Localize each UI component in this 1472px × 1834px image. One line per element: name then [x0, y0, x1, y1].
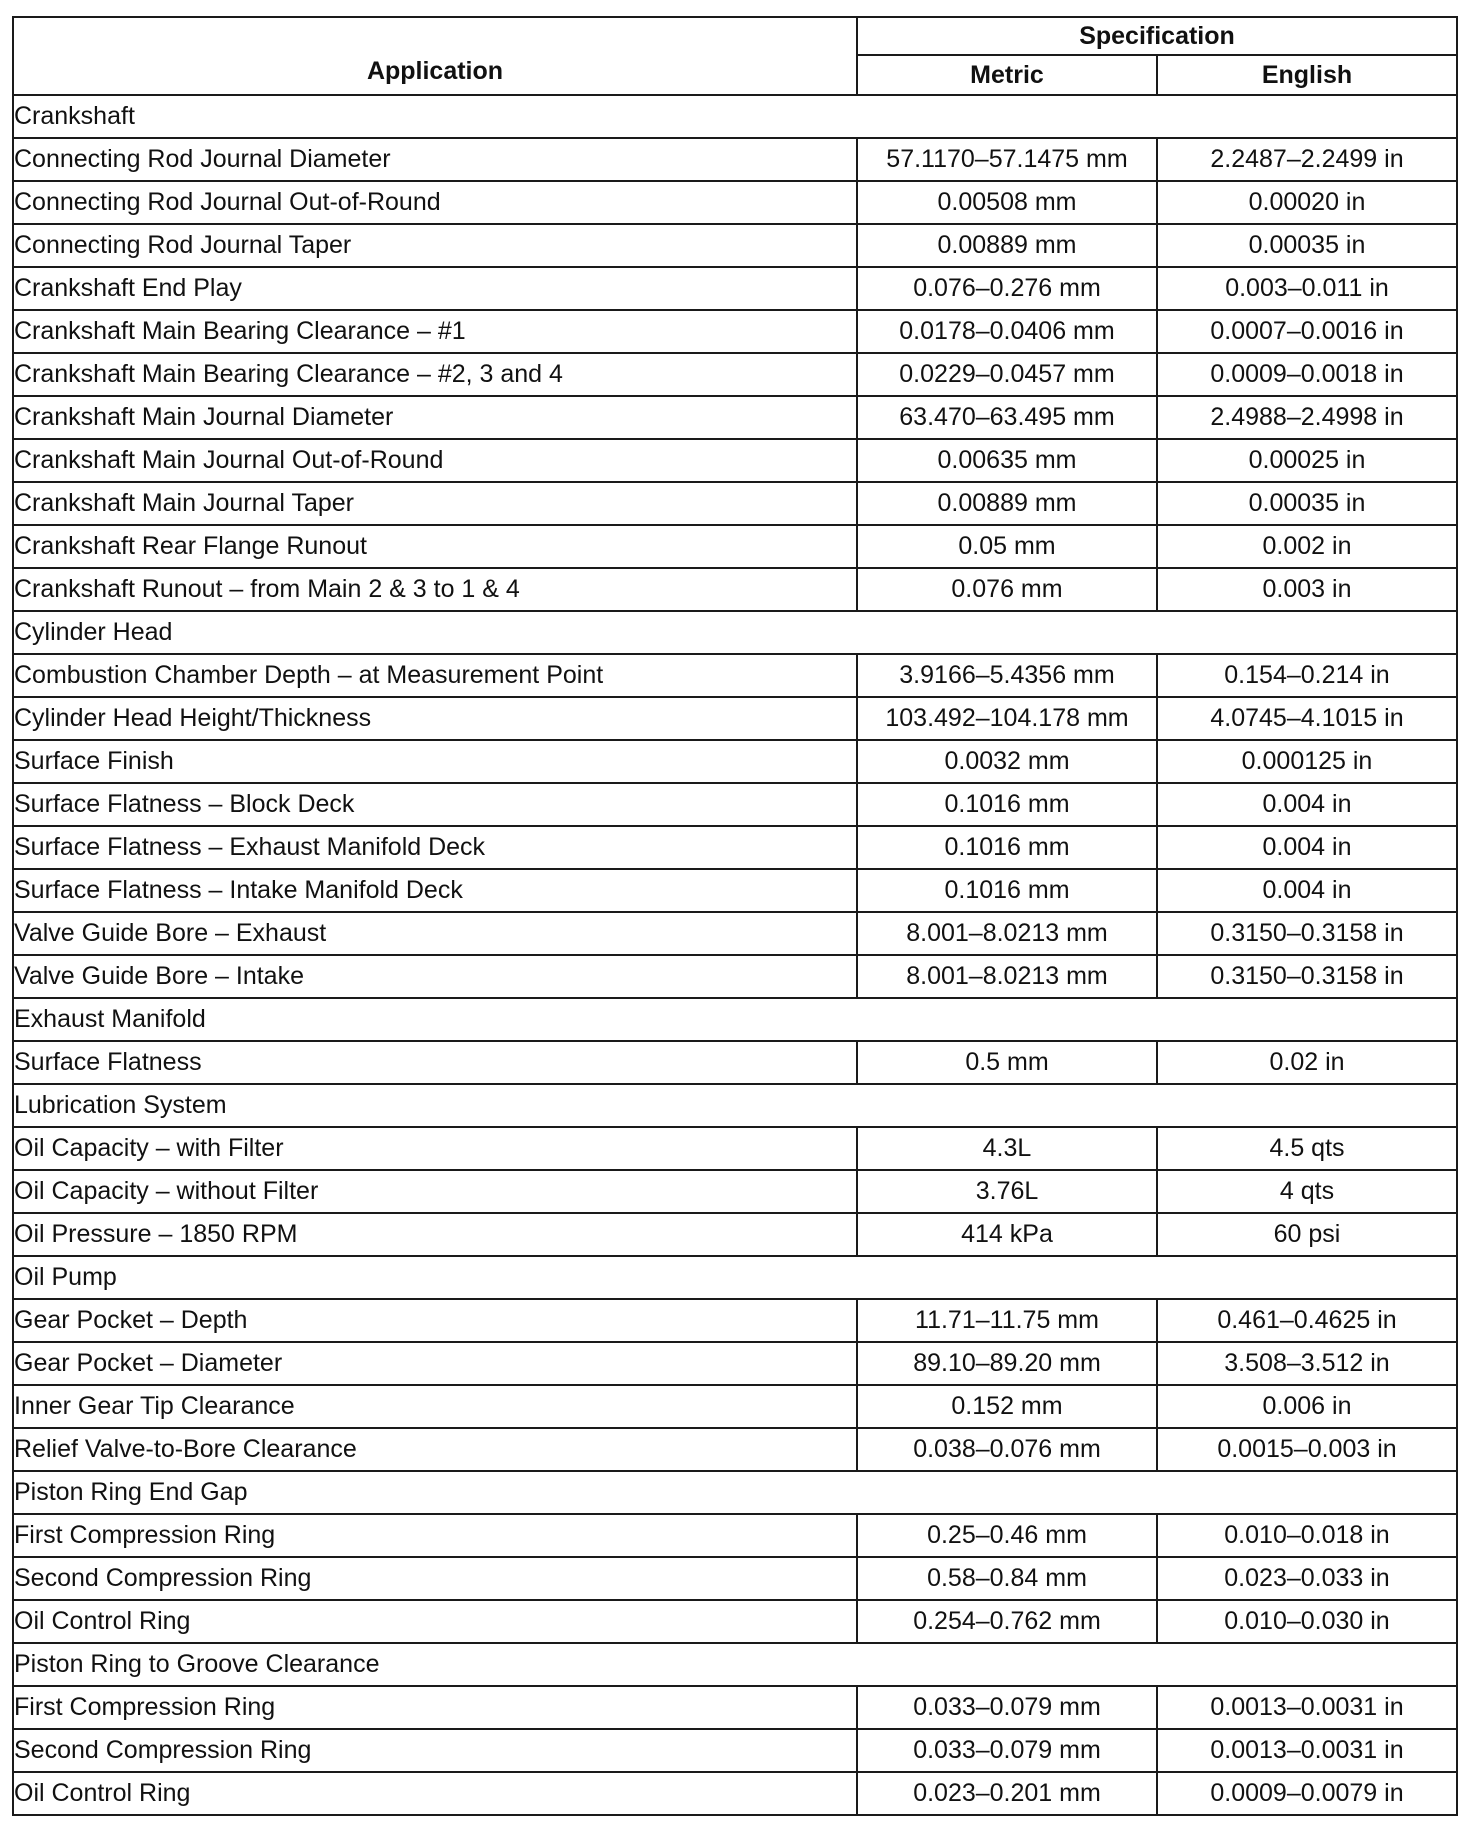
application-cell: Surface Flatness – Block Deck — [13, 783, 857, 826]
section-row — [13, 1471, 1457, 1514]
english-cell: 0.0013–0.0031 in — [1157, 1729, 1457, 1772]
table-row — [13, 1385, 1457, 1428]
application-cell: Valve Guide Bore – Exhaust — [13, 912, 857, 955]
section-title: Piston Ring to Groove Clearance — [13, 1643, 1457, 1686]
application-cell: Connecting Rod Journal Out-of-Round — [13, 181, 857, 224]
section-row — [13, 1084, 1457, 1127]
english-cell: 0.0009–0.0018 in — [1157, 353, 1457, 396]
header-english: English — [1157, 55, 1457, 95]
application-cell: Crankshaft Main Journal Out-of-Round — [13, 439, 857, 482]
table-row — [13, 869, 1457, 912]
table-row — [13, 396, 1457, 439]
metric-cell: 0.58–0.84 mm — [857, 1557, 1157, 1600]
english-cell: 0.00020 in — [1157, 181, 1457, 224]
english-cell: 0.0015–0.003 in — [1157, 1428, 1457, 1471]
table-body — [13, 95, 1457, 1815]
table-row — [13, 482, 1457, 525]
metric-cell: 0.5 mm — [857, 1041, 1157, 1084]
english-cell: 0.010–0.030 in — [1157, 1600, 1457, 1643]
english-cell: 4.5 qts — [1157, 1127, 1457, 1170]
application-cell: Oil Capacity – with Filter — [13, 1127, 857, 1170]
section-row — [13, 95, 1457, 138]
table-row — [13, 181, 1457, 224]
table-row — [13, 1557, 1457, 1600]
metric-cell: 0.076 mm — [857, 568, 1157, 611]
metric-cell: 0.0229–0.0457 mm — [857, 353, 1157, 396]
english-cell: 0.00035 in — [1157, 224, 1457, 267]
application-cell: Surface Flatness – Intake Manifold Deck — [13, 869, 857, 912]
metric-cell: 0.00508 mm — [857, 181, 1157, 224]
application-cell: Crankshaft Main Journal Diameter — [13, 396, 857, 439]
table-row — [13, 912, 1457, 955]
application-cell: Surface Flatness — [13, 1041, 857, 1084]
english-cell: 60 psi — [1157, 1213, 1457, 1256]
section-title: Piston Ring End Gap — [13, 1471, 1457, 1514]
metric-cell: 8.001–8.0213 mm — [857, 955, 1157, 998]
application-cell: Connecting Rod Journal Taper — [13, 224, 857, 267]
specification-table — [12, 16, 1458, 1816]
metric-cell: 0.038–0.076 mm — [857, 1428, 1157, 1471]
application-cell: Oil Control Ring — [13, 1600, 857, 1643]
table-row — [13, 568, 1457, 611]
english-cell: 0.00035 in — [1157, 482, 1457, 525]
application-cell: Oil Capacity – without Filter — [13, 1170, 857, 1213]
metric-cell: 3.76L — [857, 1170, 1157, 1213]
metric-cell: 0.0178–0.0406 mm — [857, 310, 1157, 353]
metric-cell: 57.1170–57.1475 mm — [857, 138, 1157, 181]
table-row — [13, 1600, 1457, 1643]
english-cell: 0.010–0.018 in — [1157, 1514, 1457, 1557]
table-row — [13, 1170, 1457, 1213]
english-cell: 0.004 in — [1157, 826, 1457, 869]
english-cell: 4 qts — [1157, 1170, 1457, 1213]
application-cell: Cylinder Head Height/Thickness — [13, 697, 857, 740]
english-cell: 4.0745–4.1015 in — [1157, 697, 1457, 740]
english-cell: 0.02 in — [1157, 1041, 1457, 1084]
application-cell: Valve Guide Bore – Intake — [13, 955, 857, 998]
section-title: Oil Pump — [13, 1256, 1457, 1299]
table-row — [13, 1213, 1457, 1256]
section-title: Exhaust Manifold — [13, 998, 1457, 1041]
section-title: Cylinder Head — [13, 611, 1457, 654]
metric-cell: 0.0032 mm — [857, 740, 1157, 783]
english-cell: 0.023–0.033 in — [1157, 1557, 1457, 1600]
metric-cell: 0.033–0.079 mm — [857, 1729, 1157, 1772]
english-cell: 0.3150–0.3158 in — [1157, 955, 1457, 998]
section-row — [13, 998, 1457, 1041]
metric-cell: 8.001–8.0213 mm — [857, 912, 1157, 955]
application-cell: Connecting Rod Journal Diameter — [13, 138, 857, 181]
application-cell: Crankshaft Runout – from Main 2 & 3 to 1 & 4 — [13, 568, 857, 611]
english-cell: 0.003–0.011 in — [1157, 267, 1457, 310]
table-row — [13, 1127, 1457, 1170]
english-cell: 0.0007–0.0016 in — [1157, 310, 1457, 353]
table-row — [13, 783, 1457, 826]
application-cell: Crankshaft Main Bearing Clearance – #1 — [13, 310, 857, 353]
header-row-top — [13, 17, 1457, 55]
metric-cell: 63.470–63.495 mm — [857, 396, 1157, 439]
application-cell: Crankshaft Main Journal Taper — [13, 482, 857, 525]
section-title: Crankshaft — [13, 95, 1457, 138]
application-cell: Inner Gear Tip Clearance — [13, 1385, 857, 1428]
application-cell: First Compression Ring — [13, 1686, 857, 1729]
application-cell: Surface Finish — [13, 740, 857, 783]
metric-cell: 89.10–89.20 mm — [857, 1342, 1157, 1385]
section-title: Lubrication System — [13, 1084, 1457, 1127]
section-row — [13, 1643, 1457, 1686]
header-application: Application — [13, 17, 857, 95]
metric-cell: 0.1016 mm — [857, 826, 1157, 869]
application-cell: Gear Pocket – Diameter — [13, 1342, 857, 1385]
english-cell: 2.2487–2.2499 in — [1157, 138, 1457, 181]
table-row — [13, 654, 1457, 697]
table-row — [13, 267, 1457, 310]
header-metric: Metric — [857, 55, 1157, 95]
metric-cell: 0.254–0.762 mm — [857, 1600, 1157, 1643]
table-row — [13, 1041, 1457, 1084]
section-row — [13, 611, 1457, 654]
metric-cell: 0.152 mm — [857, 1385, 1157, 1428]
section-row — [13, 1256, 1457, 1299]
english-cell: 0.0009–0.0079 in — [1157, 1772, 1457, 1815]
metric-cell: 4.3L — [857, 1127, 1157, 1170]
application-cell: Relief Valve-to-Bore Clearance — [13, 1428, 857, 1471]
metric-cell: 0.1016 mm — [857, 869, 1157, 912]
application-cell: Crankshaft Main Bearing Clearance – #2, 3 and 4 — [13, 353, 857, 396]
application-cell: Combustion Chamber Depth – at Measurement Point — [13, 654, 857, 697]
english-cell: 3.508–3.512 in — [1157, 1342, 1457, 1385]
metric-cell: 0.1016 mm — [857, 783, 1157, 826]
metric-cell: 11.71–11.75 mm — [857, 1299, 1157, 1342]
english-cell: 0.006 in — [1157, 1385, 1457, 1428]
english-cell: 0.004 in — [1157, 783, 1457, 826]
metric-cell: 0.05 mm — [857, 525, 1157, 568]
english-cell: 0.004 in — [1157, 869, 1457, 912]
application-cell: Surface Flatness – Exhaust Manifold Deck — [13, 826, 857, 869]
table-row — [13, 138, 1457, 181]
metric-cell: 0.00635 mm — [857, 439, 1157, 482]
table-row — [13, 1428, 1457, 1471]
table-row — [13, 310, 1457, 353]
metric-cell: 0.076–0.276 mm — [857, 267, 1157, 310]
metric-cell: 0.00889 mm — [857, 482, 1157, 525]
application-cell: Crankshaft End Play — [13, 267, 857, 310]
english-cell: 0.002 in — [1157, 525, 1457, 568]
application-cell: First Compression Ring — [13, 1514, 857, 1557]
english-cell: 0.00025 in — [1157, 439, 1457, 482]
table-row — [13, 353, 1457, 396]
table-row — [13, 826, 1457, 869]
table-row — [13, 439, 1457, 482]
metric-cell: 3.9166–5.4356 mm — [857, 654, 1157, 697]
table-row — [13, 1342, 1457, 1385]
table-row — [13, 697, 1457, 740]
header-specification: Specification — [857, 17, 1457, 55]
english-cell: 0.003 in — [1157, 568, 1457, 611]
table-row — [13, 224, 1457, 267]
metric-cell: 103.492–104.178 mm — [857, 697, 1157, 740]
english-cell: 2.4988–2.4998 in — [1157, 396, 1457, 439]
table-row — [13, 955, 1457, 998]
application-cell: Second Compression Ring — [13, 1729, 857, 1772]
table-row — [13, 1299, 1457, 1342]
table-row — [13, 1686, 1457, 1729]
table-row — [13, 1772, 1457, 1815]
english-cell: 0.3150–0.3158 in — [1157, 912, 1457, 955]
metric-cell: 0.25–0.46 mm — [857, 1514, 1157, 1557]
english-cell: 0.0013–0.0031 in — [1157, 1686, 1457, 1729]
metric-cell: 0.00889 mm — [857, 224, 1157, 267]
application-cell: Gear Pocket – Depth — [13, 1299, 857, 1342]
table-header — [13, 17, 1457, 95]
english-cell: 0.154–0.214 in — [1157, 654, 1457, 697]
table-row — [13, 1514, 1457, 1557]
metric-cell: 414 kPa — [857, 1213, 1157, 1256]
table-row — [13, 1729, 1457, 1772]
application-cell: Second Compression Ring — [13, 1557, 857, 1600]
english-cell: 0.461–0.4625 in — [1157, 1299, 1457, 1342]
metric-cell: 0.023–0.201 mm — [857, 1772, 1157, 1815]
metric-cell: 0.033–0.079 mm — [857, 1686, 1157, 1729]
english-cell: 0.000125 in — [1157, 740, 1457, 783]
table-row — [13, 740, 1457, 783]
application-cell: Oil Control Ring — [13, 1772, 857, 1815]
table-row — [13, 525, 1457, 568]
application-cell: Crankshaft Rear Flange Runout — [13, 525, 857, 568]
application-cell: Oil Pressure – 1850 RPM — [13, 1213, 857, 1256]
